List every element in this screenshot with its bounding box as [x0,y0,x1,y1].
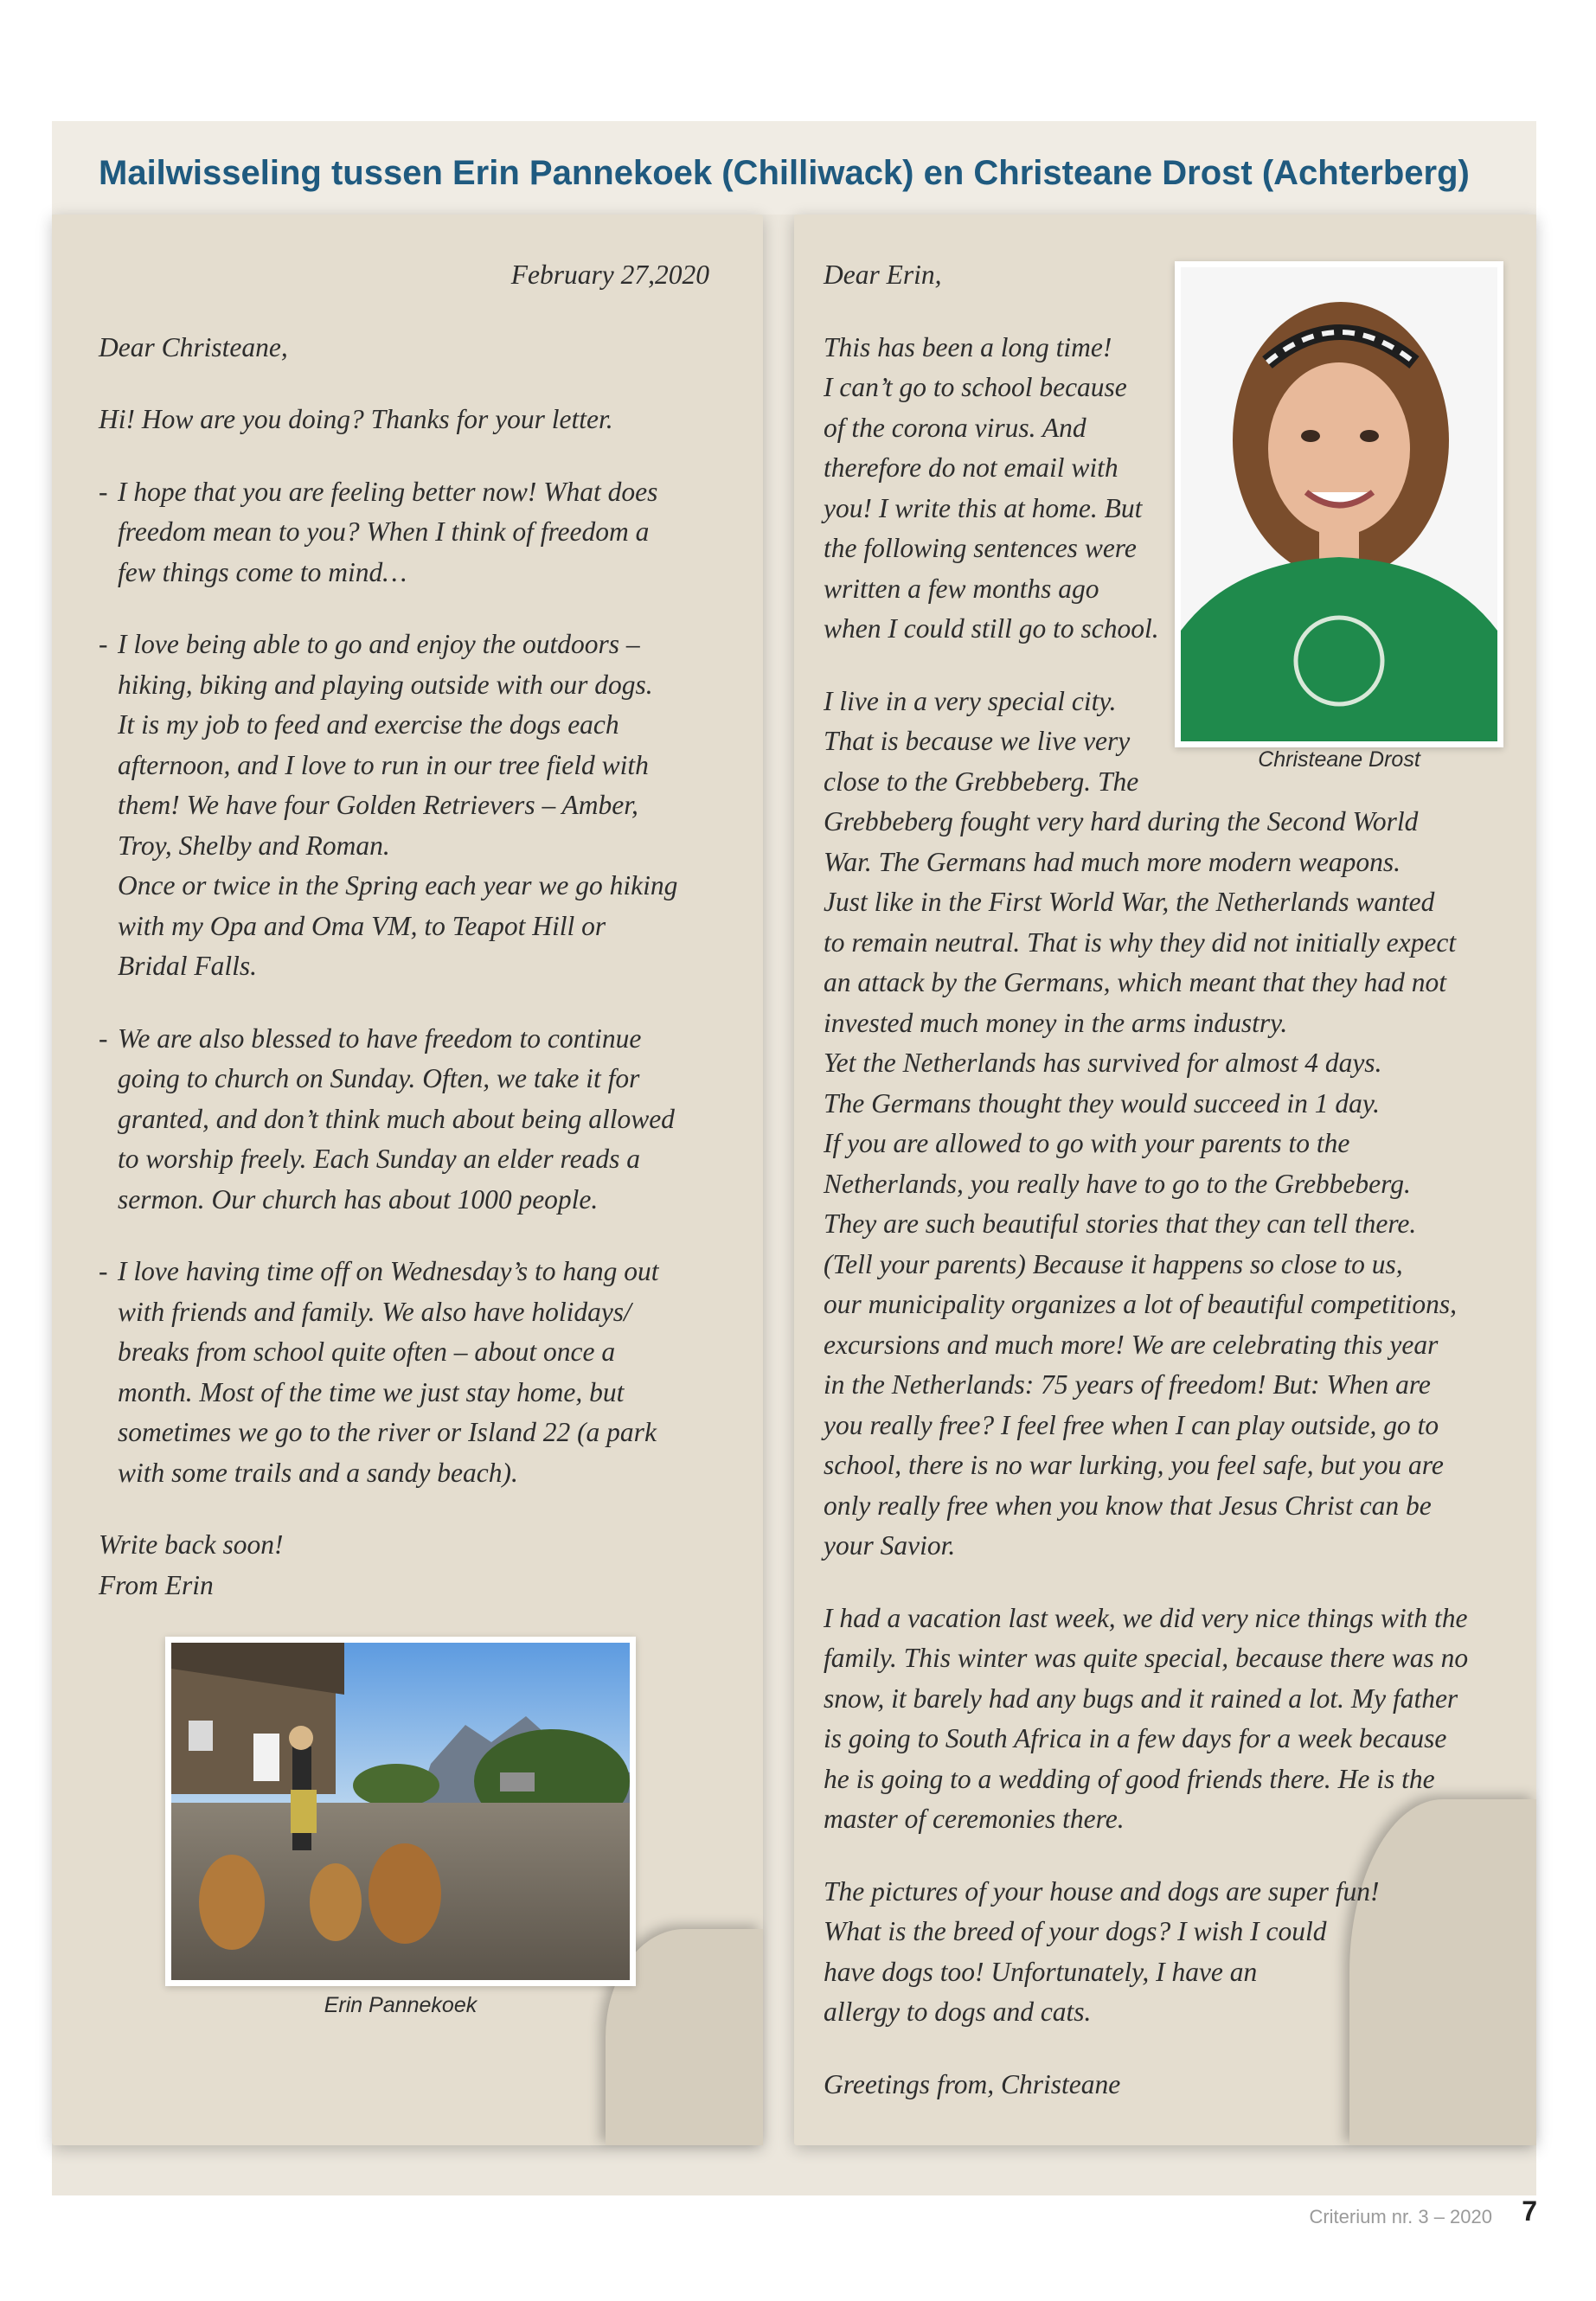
letter-date: February 27,2020 [510,260,709,290]
letter-greeting: Dear Erin, [824,260,942,290]
bullet-time-off [99,1252,721,1493]
text-line: I hope that you are feeling better now! What does [118,476,658,507]
text-line: sometimes we go to the river or Island 22 (a park [118,1417,657,1447]
text-line: granted, and don’t think much about being allowed [118,1103,675,1134]
text-line: If you are allowed to go with your parents to the [824,1128,1350,1158]
text-line: I live in a very special city. [824,685,1117,716]
bullet-freedom-question [99,472,721,593]
text-line: freedom mean to you? When I think of freedom a [118,516,650,547]
text-line: Netherlands, you really have to go to the Grebbeberg. [824,1168,1411,1199]
letter-from-erin [99,255,721,1638]
letter-greeting: Dear Christeane, [99,331,288,362]
text-line: breaks from school quite often – about once a [118,1336,616,1367]
text-line: excursions and much more! We are celebrating this year [824,1329,1439,1360]
bullet-outdoors [99,625,721,987]
text-line: afternoon, and I love to run in our tree field with [118,749,649,780]
text-line: snow, it barely had any bugs and it rained a lot. My father [824,1682,1458,1714]
text-line: the following sentences were [824,533,1137,563]
text-line: We are also blessed to have freedom to continue [118,1022,642,1054]
text-line: close to the Grebbeberg. The [824,766,1139,797]
text-line: you really free? I feel free when I can play outside, go to [824,1409,1439,1440]
text-line: have dogs too! Unfortunately, I have an [824,1956,1258,1987]
letter-signoff: Greetings from, Christeane [824,2068,1121,2099]
text-line: From Erin [99,1569,214,1600]
paragraph-vacation [824,1599,1498,1840]
text-line: I love being able to go and enjoy the outdoors – [118,629,640,659]
text-line: hiking, biking and playing outside with our dogs. [118,669,653,700]
text-line: Yet the Netherlands has survived for almost 4 days. [824,1048,1382,1078]
bullet-dash: - [99,476,108,507]
text-line: with some trails and a sandy beach). [118,1457,518,1488]
erin-photo [165,1637,636,1986]
paragraph-grebbeberg [824,682,1498,1567]
text-line: Write back soon! [99,1529,284,1560]
letter-intro: Hi! How are you doing? Thanks for your letter. [99,404,613,434]
photo-girl-with-dogs [171,1643,630,1980]
text-line: your Savior. [824,1530,956,1561]
text-line: you! I write this at home. But [824,492,1143,523]
text-line: school, there is no war lurking, you feel safe, but you are [824,1450,1444,1480]
text-line: therefore do not email with [824,452,1118,483]
text-line: with my Opa and Oma VM, to Teapot Hill or [118,910,606,941]
text-line: family. This winter was quite special, because there was no [824,1643,1469,1673]
text-line: I can’t go to school because [824,372,1127,402]
text-line: to remain neutral. That is why they did not initially expect [824,926,1457,958]
page-number: 7 [1522,2195,1537,2227]
text-line: Troy, Shelby and Roman. [118,830,390,861]
text-line: Once or twice in the Spring each year we go hiking [118,870,678,901]
text-line: only really free when you know that Jesus Christ can be [824,1490,1432,1521]
publication-info: Criterium nr. 3 – 2020 [1309,2206,1492,2227]
text-line: allergy to dogs and cats. [824,1997,1092,2027]
bullet-church [99,1019,721,1221]
bullet-dash: - [99,1022,108,1054]
christeane-photo-caption: Christeane Drost [1258,747,1420,772]
text-line: he is going to a wedding of good friends there. He is the [824,1763,1435,1794]
text-line: They are such beautiful stories that they can tell there. [824,1208,1417,1239]
paragraph-dogs [824,1872,1498,2033]
text-line: when I could still go to school. [824,613,1159,644]
erin-photo-caption: Erin Pannekoek [324,1993,478,2017]
text-line: to worship freely. Each Sunday an elder reads a [118,1144,640,1174]
text-line: with friends and family. We also have holidays/ [118,1296,631,1327]
text-line: The pictures of your house and dogs are super fun! [824,1875,1380,1907]
text-line: them! We have four Golden Retrievers – Amber, [118,790,638,820]
text-line: is going to South Africa in a few days for a week because [824,1723,1447,1753]
page-title: Mailwisseling tussen Erin Pannekoek (Chilliwack) en Christeane Drost (Achterberg) [99,154,1470,192]
bullet-dash: - [99,1256,108,1286]
text-line: Grebbeberg fought very hard during the Second World [824,806,1419,836]
text-line: War. The Germans had much more modern weapons. [824,846,1401,877]
text-line: invested much money in the arms industry. [824,1007,1288,1038]
text-line: I had a vacation last week, we did very nice things with the [824,1602,1468,1633]
christeane-photo [1175,261,1503,747]
text-line: That is because we live very [824,726,1131,756]
text-line: our municipality organizes a lot of beautiful competitions, [824,1289,1458,1319]
text-line: master of ceremonies there. [824,1804,1125,1834]
text-line: an attack by the Germans, which meant that they had not [824,967,1446,997]
text-line: Bridal Falls. [118,951,258,981]
text-line: It is my job to feed and exercise the dogs each [118,709,619,740]
text-line: sermon. Our church has about 1000 people. [118,1183,599,1215]
text-line: (Tell your parents) Because it happens so close to us, [824,1248,1403,1279]
portrait-photo [1181,267,1497,741]
text-line: few things come to mind… [118,556,407,587]
text-line: Just like in the First World War, the Netherlands wanted [824,887,1435,917]
text-line: of the corona virus. And [824,412,1086,443]
text-line: going to church on Sunday. Often, we take it for [118,1063,640,1093]
text-line: What is the breed of your dogs? I wish I could [824,1916,1327,1946]
text-line: in the Netherlands: 75 years of freedom! But: When are [824,1369,1431,1400]
text-line: I love having time off on Wednesday’s to hang out [118,1256,659,1286]
text-line: This has been a long time! [824,331,1112,362]
letter-closing [99,1525,721,1606]
text-line: written a few months ago [824,573,1099,604]
text-line: month. Most of the time we just stay home, but [118,1376,625,1407]
bullet-dash: - [99,629,108,659]
text-line: The Germans thought they would succeed in 1 day. [824,1087,1381,1118]
